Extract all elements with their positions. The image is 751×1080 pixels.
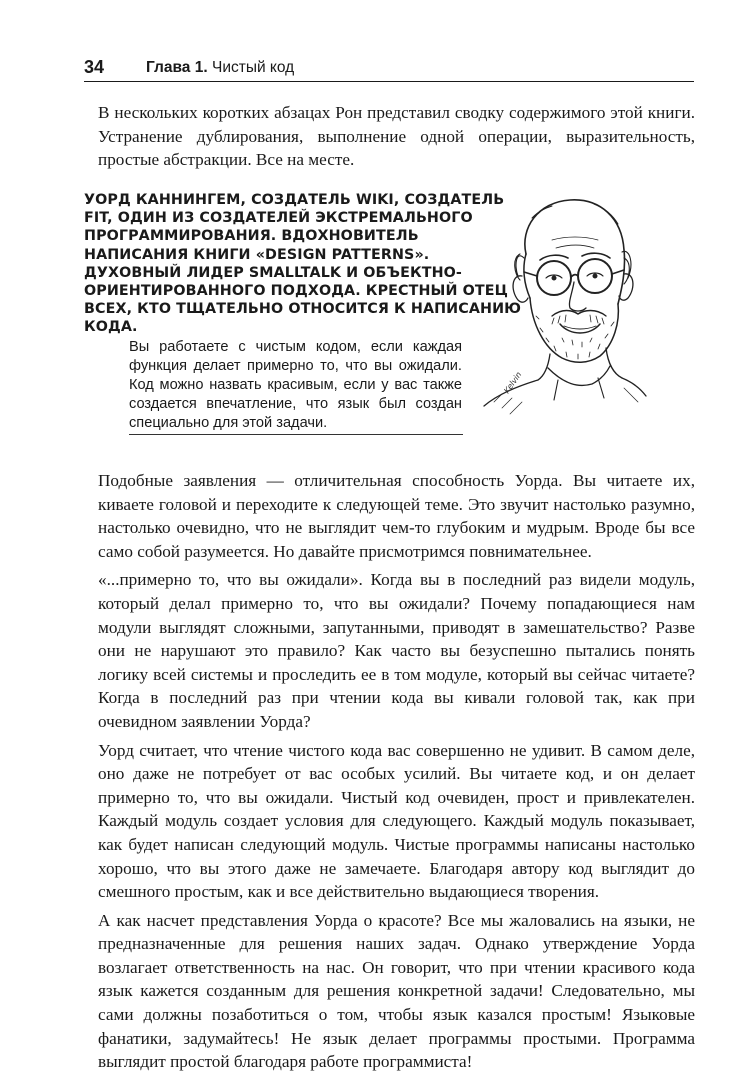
paragraph: Уорд считает, что чтение чистого кода вас совершенно не удивит. В самом деле, оно даже не потребует от вас особых усилий. Вы читаете код, и он делает примерно то, что вы ожидали. Чистый код очевиден, прост и привлекателен. Каждый модуль создает условия для следующего. Каждый модуль показывает, как будет написан следующий модуль. Чистые программы написаны настолько хорошо, что вы этого даже не замечаете. Благодаря автору код выглядит до смешного простым, как и все действительно выдающиеся творения. [98, 740, 695, 902]
intro-paragraph: В нескольких коротких абзацах Рон представил сводку содержимого этой книги. Устранение дублирования, выполнение одной операции, выразительность, простые абстракции. Все на месте. [98, 103, 695, 170]
quote-text: Вы работаете с чистым кодом, если каждая функция делает примерно то, что вы ожидали. Код можно назвать красивым, если у вас также создается впечатление, что язык был создан специально для этой задачи. [129, 339, 462, 431]
paragraph: Подобные заявления — отличительная способность Уорда. Вы читаете их, киваете головой и переходите к следующей теме. Это звучит настолько разумно, настолько очевидно, что не выглядит чем-то глубоким и мудрым. Вроде бы все само собой разумеется. Но давайте присмотримся повнимательнее. [98, 471, 695, 561]
quote-author-heading: УОРД КАННИНГЕМ, СОЗДАТЕЛЬ WIKI, СОЗДАТЕЛЬ FIT, ОДИН ИЗ СОЗДАТЕЛЕЙ ЭКСТРЕМАЛЬНОГО ПРОГРАММИРОВАНИЯ. ВДОХНОВИТЕЛЬ НАПИСАНИЯ КНИГИ «DESIGN PATTERNS». ДУХОВНЫЙ ЛИДЕР SMALLTALK И ОБЪЕКТНО-ОРИЕНТИРОВАННОГО ПОДХОДА. КРЕСТНЫЙ ОТЕЦ ВСЕХ, КТО ТЩАТЕЛЬНО ОТНОСИТСЯ К НАПИСАНИЮ КОДА. [84, 192, 522, 336]
chapter-title [146, 59, 294, 77]
page-number: 34 [84, 57, 105, 77]
body-text [98, 469, 695, 1079]
paragraph: А как насчет представления Уорда о красоте? Все мы жаловались на языки, не предназначенные для решения наших задач. Однако утверждение Уорда возлагает ответственность на нас. Он говорит, что при чтении красивого кода язык кажется созданным для решения конкретной задачи! Следовательно, мы сами должны позаботиться о том, чтобы язык казался простым! Языковые фанатики, задумайтесь! Не язык делает программы простыми. Программа выглядит простой благодаря работе программиста! [98, 910, 695, 1072]
running-header [84, 55, 694, 82]
chapter-name: Чистый код [211, 59, 295, 76]
author-portrait-illustration [474, 188, 649, 436]
chapter-label: Глава 1. [146, 59, 208, 76]
paragraph: «...примерно то, что вы ожидали». Когда вы в последний раз видели модуль, который делал примерно то, что вы ожидали? Почему попадающиеся нам модули выглядят сложными, запутанными, приводят в замешательство? Разве они не нарушают это правило? Как часто вы безуспешно пытались понять логику всей системы и проследить ее в том модуле, который вы сейчас читаете? Когда в последний раз при чтении кода вы кивали головой так, как при очевидном заявлении Уорда? [98, 570, 695, 731]
illustration-signature: Kelvin [502, 370, 524, 396]
quote-divider [129, 434, 463, 435]
